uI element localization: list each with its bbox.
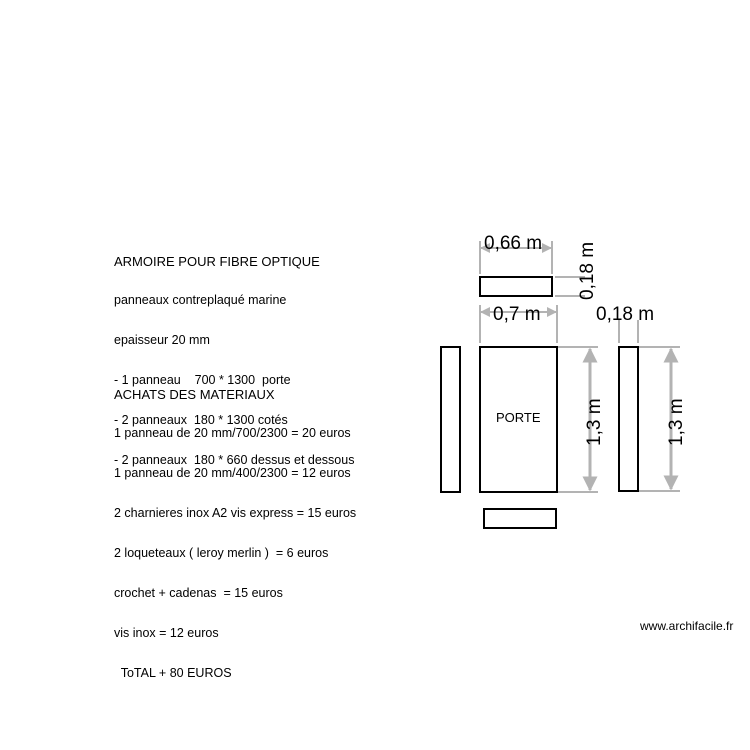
materials-title: ACHATS DES MATERIAUX xyxy=(114,386,275,402)
notes-line: - 2 panneaux 180 * 660 dessus et dessous xyxy=(114,453,355,468)
door-label: PORTE xyxy=(496,410,541,425)
materials-line: 2 loqueteaux ( leroy merlin ) = 6 euros xyxy=(114,546,329,561)
top-panel xyxy=(480,277,552,296)
top-width-label: 0,66 m xyxy=(484,233,543,254)
notes-line: - 2 panneaux 180 * 1300 cotés xyxy=(114,413,288,428)
notes-line: - 1 panneau 700 * 1300 porte xyxy=(114,373,291,388)
watermark-link[interactable]: www.archifacile.fr xyxy=(640,619,734,633)
left-side-panel xyxy=(441,347,460,492)
side-depth-label: 0,18 m xyxy=(596,304,655,325)
top-depth-label: 0,18 m xyxy=(577,241,598,300)
door-height-label: 1,3 m xyxy=(584,398,605,446)
materials-line: vis inox = 12 euros xyxy=(114,625,219,640)
door-width-label: 0,7 m xyxy=(493,304,541,325)
side-height-label: 1,3 m xyxy=(666,398,687,446)
notes-title: ARMOIRE POUR FIBRE OPTIQUE xyxy=(114,253,320,269)
materials-line: 2 charnieres inox A2 vis express = 15 euros xyxy=(114,506,357,521)
notes-line: epaisseur 20 mm xyxy=(114,333,210,348)
notes-line: panneaux contreplaqué marine xyxy=(114,293,287,308)
materials-line: 1 panneau de 20 mm/700/2300 = 20 euros xyxy=(114,426,351,441)
materials-line: 1 panneau de 20 mm/400/2300 = 12 euros xyxy=(114,466,351,481)
materials-total: ToTAL + 80 EUROS xyxy=(114,665,232,680)
bottom-panel xyxy=(484,509,556,528)
materials-line: crochet + cadenas = 15 euros xyxy=(114,586,283,601)
right-side-panel xyxy=(619,347,638,491)
